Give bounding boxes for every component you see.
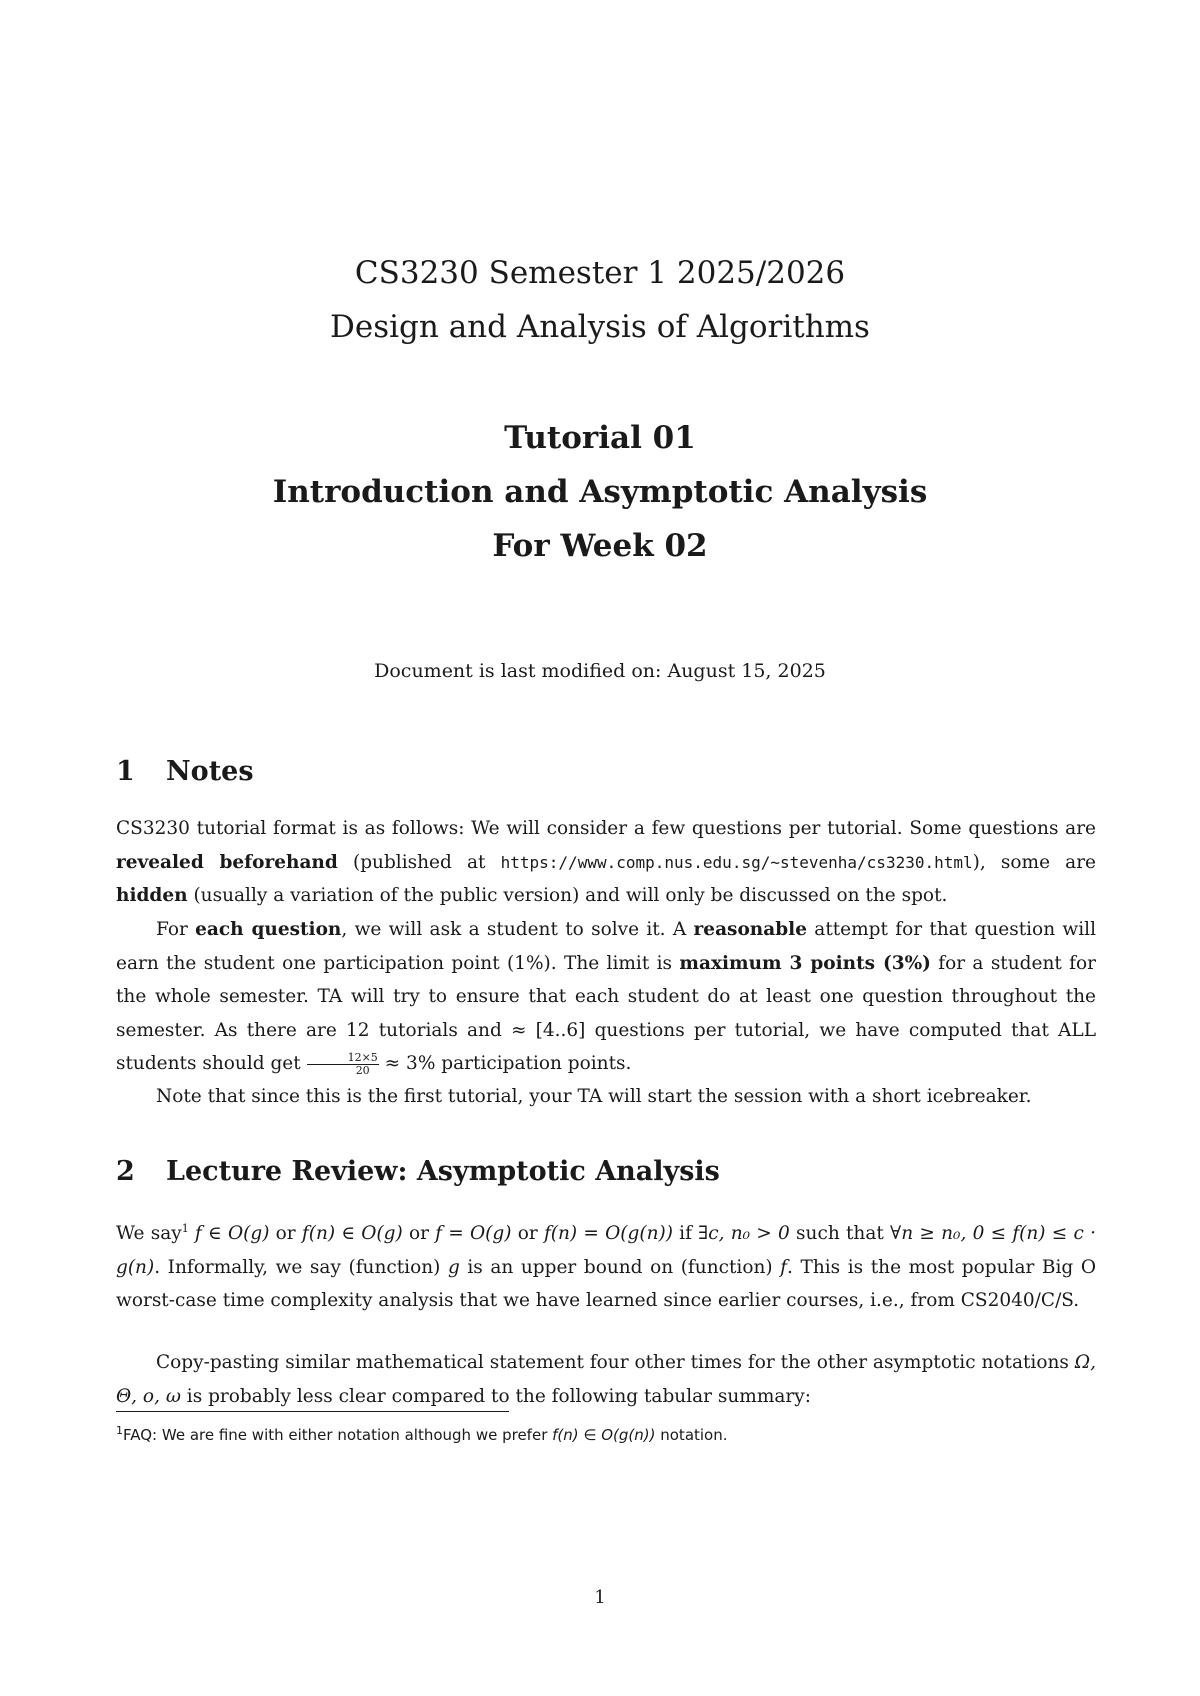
footnote-mark: 1: [181, 1222, 189, 1235]
notes-paragraph-2: For each question, we will ask a student to solve it. A reasonable attempt for that question will earn the student one participation point (1%). The limit is maximum 3 points (3%) for a student for the whole semester. TA will try to ensure that each student do at least one question throughout the semester. As there are 12 tutorials and ≈ [4..6] questions per tutorial, we have computed that ALL students should get $\frac{12\times 5}{20}$ ≈ 3% participation points.: [116, 919, 1096, 1077]
course-title: Design and Analysis of Algorithms: [330, 309, 870, 345]
section-number: 1: [116, 756, 135, 787]
section-title: Notes: [166, 756, 254, 787]
section-number: 2: [116, 1156, 135, 1187]
last-modified: Document is last modified on: August 15, 2025: [374, 660, 826, 682]
footnote-rule: [116, 1411, 509, 1412]
course-url-link[interactable]: https://www.comp.nus.edu.sg/~stevenha/cs3230.html: [500, 852, 973, 872]
tutorial-topic: Introduction and Asymptotic Analysis: [272, 474, 928, 510]
tutorial-week: For Week 02: [492, 528, 708, 564]
page-number: 1: [594, 1587, 606, 1608]
footnote: $^1$FAQ: We are fine with either notation although we prefer f(n) ∈ O(g(n)) notation.: [116, 1424, 728, 1444]
section-title: Lecture Review: Asymptotic Analysis: [166, 1156, 720, 1187]
notes-paragraph-3: Note that since this is the first tutorial, your TA will start the session with a short icebreaker.: [156, 1086, 1032, 1107]
section-1-heading: [116, 756, 254, 787]
review-paragraph-2: Copy-pasting similar mathematical statement four other times for the other asymptotic notations Ω, Θ, o, ω is probably less clear compared to the following tabular summary:: [116, 1352, 1096, 1407]
section-2-heading: [116, 1156, 720, 1187]
notes-paragraph-1: CS3230 tutorial format is as follows: We will consider a few questions per tutorial. Some questions are revealed beforehand (published at https://www.comp.nus.edu.sg/~stevenha/cs3230.html), some are hidden (usually a variation of the public version) and will only be discussed on the spot.: [116, 818, 1096, 906]
tutorial-title: Tutorial 01: [504, 420, 696, 456]
fraction: $\frac{12\times 5}{20}$: [307, 1052, 379, 1077]
review-paragraph-1: We say$^1$ f ∈ O(g) or f(n) ∈ O(g) or f = O(g) or f(n) = O(g(n)) if ∃c, n₀ > 0 such that ∀n ≥ n₀, 0 ≤ f(n) ≤ c · g(n). Informally, we say (function) g is an upper bound on (function) f. This is the most popular Big O worst-case time complexity analysis that we have learned since earlier courses, i.e., from CS2040/C/S.: [116, 1222, 1096, 1312]
course-code: CS3230 Semester 1 2025/2026: [354, 255, 846, 291]
